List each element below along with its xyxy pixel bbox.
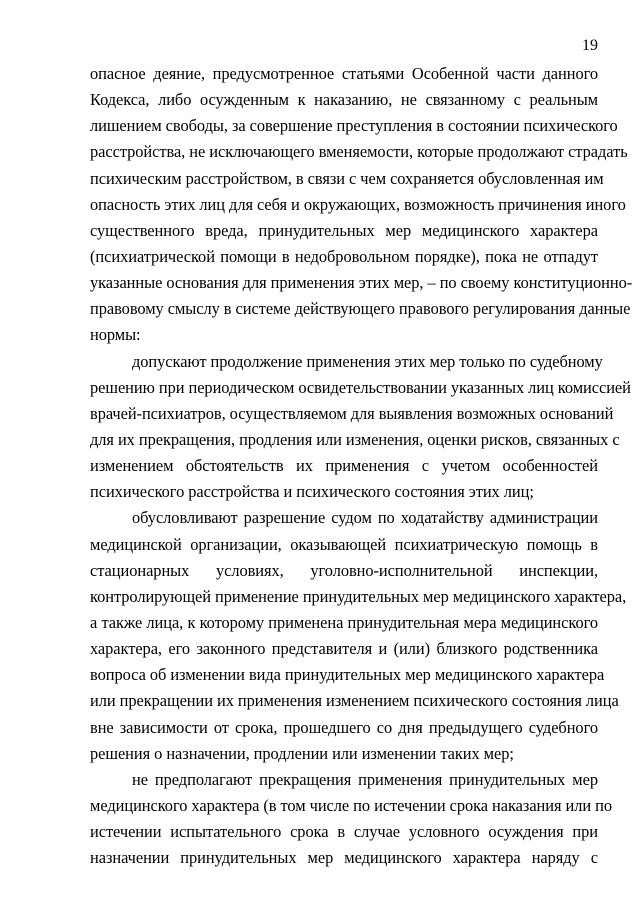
text-line: (психиатрической помощи в недобровольном порядке), пока не отпадут: [90, 246, 598, 266]
text-line: лишением свободы, за совершение преступления в состоянии психического: [90, 116, 618, 136]
text-line: изменением обстоятельств их применения с учетом особенностей: [90, 456, 598, 476]
text-line: решения о назначении, продлении или изменении таких мер;: [90, 743, 514, 763]
text-line: врачей-психиатров, осуществляемом для выявления возможных оснований: [90, 403, 614, 423]
text-line: существенного вреда, принудительных мер медицинского характера: [90, 220, 598, 240]
text-line: обусловливают разрешение судом по ходатайству администрации: [132, 508, 598, 528]
text-line: для их прекращения, продления или изменения, оценки рисков, связанных с: [90, 429, 620, 449]
text-line: вне зависимости от срока, прошедшего со дня предыдущего судебного: [90, 717, 598, 737]
text-line: нормы:: [90, 325, 141, 345]
text-line: Кодекса, либо осужденным к наказанию, не связанному с реальным: [90, 90, 598, 110]
text-line: медицинской организации, оказывающей психиатрическую помощь в: [90, 534, 598, 554]
page-number: 19: [582, 37, 598, 54]
text-line: медицинского характера (в том числе по истечении срока наказания или по: [90, 795, 613, 815]
text-line: опасное деяние, предусмотренное статьями Особенной части данного: [90, 64, 598, 83]
text-line: или прекращении их применения изменением психического состояния лица: [90, 691, 619, 711]
text-line: допускают продолжение применения этих мер только по судебному: [132, 351, 603, 371]
text-line: расстройства, не исключающего вменяемости, которые продолжают страдать: [90, 142, 628, 162]
text-line: стационарных условиях, уголовно-исполнительной инспекции,: [90, 560, 598, 580]
text-line: не предполагают прекращения применения принудительных мер: [132, 769, 598, 789]
text-line: контролирующей применение принудительных мер медицинского характера,: [90, 586, 627, 606]
text-line: назначении принудительных мер медицинского характера наряду с: [90, 848, 598, 868]
text-line: характера, его законного представителя и (или) близкого родственника: [90, 639, 598, 659]
text-line: решению при периодическом освидетельствовании указанных лиц комиссией: [90, 377, 631, 397]
text-line: опасность этих лиц для себя и окружающих, возможность причинения иного: [90, 194, 626, 214]
text-line: указанные основания для применения этих мер, – по своему конституционно-: [90, 273, 633, 293]
text-line: а также лица, к которому применена принудительная мера медицинского: [90, 612, 598, 632]
text-line: психического расстройства и психического состояния этих лиц;: [90, 482, 534, 502]
text-line: правовому смыслу в системе действующего правового регулирования данные: [90, 299, 631, 319]
text-line: психическим расстройством, в связи с чем сохраняется обусловленная им: [90, 168, 604, 188]
text-line: истечении испытательного срока в случае условного осуждения при: [90, 822, 598, 842]
document-body: [90, 61, 633, 871]
text-line: вопроса об изменении вида принудительных мер медицинского характера: [90, 665, 605, 685]
